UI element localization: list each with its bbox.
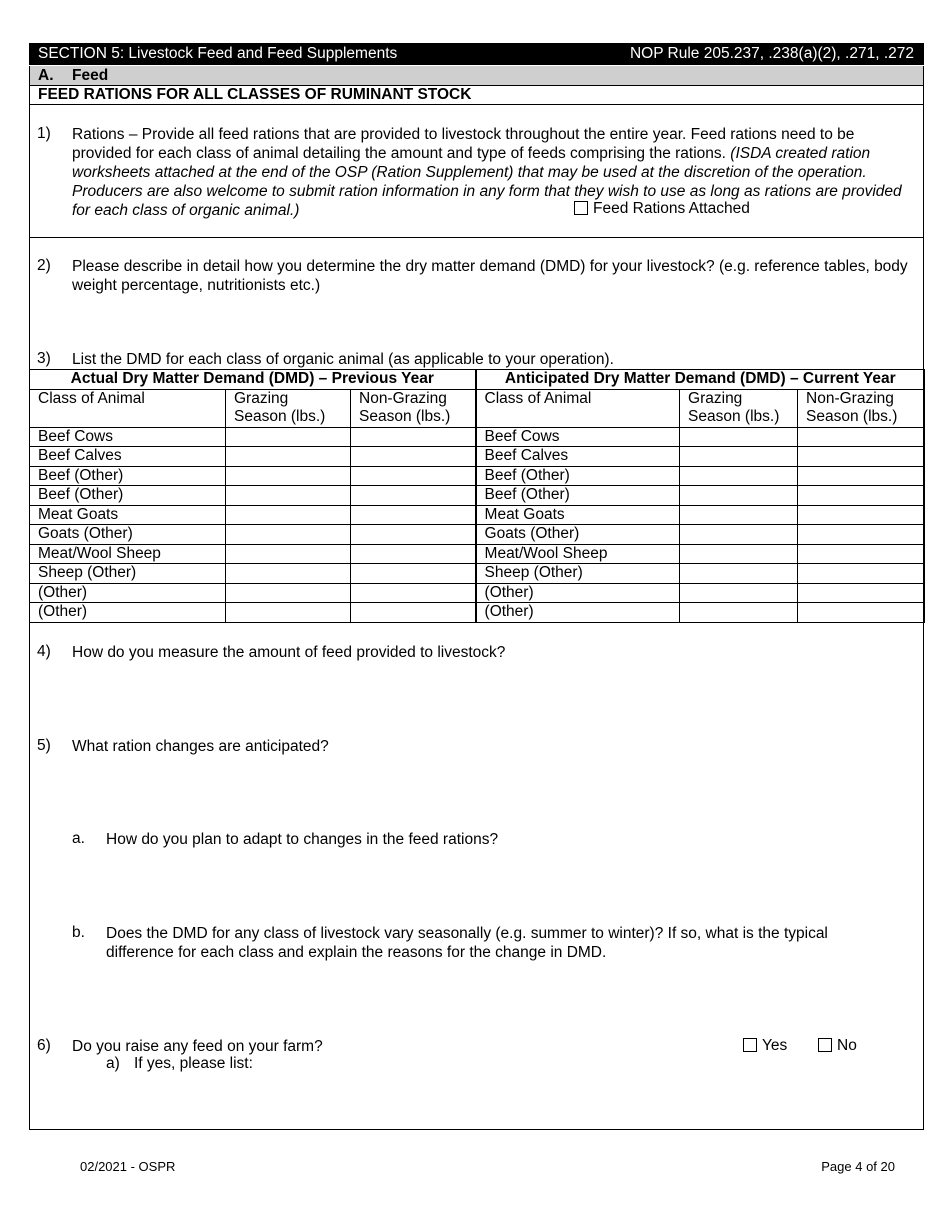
grazing-input-cell[interactable]: [226, 466, 351, 486]
table-row: [30, 525, 925, 545]
q5b-text: Does the DMD for any class of livestock vary seasonally (e.g. summer to winter)? If so, what is the typical difference for each class and explain the reasons for the change in DMD.: [106, 925, 828, 961]
non-grazing-input-cell[interactable]: [351, 525, 476, 545]
q3-number: 3): [37, 350, 51, 367]
q2-text: Please describe in detail how you determine the dry matter demand (DMD) for your livestock? (e.g. reference tables, body weight percentage, nutritionists etc.): [72, 258, 908, 294]
section-header: [29, 43, 924, 65]
nop-rule-reference: NOP Rule 205.237, .238(a)(2), .271, .272: [629, 45, 914, 62]
q5-text: What ration changes are anticipated?: [72, 738, 329, 755]
grazing-input-cell[interactable]: [680, 544, 798, 564]
divider: [29, 237, 924, 238]
non-grazing-input-cell[interactable]: [351, 564, 476, 584]
animal-class-cell: Meat/Wool Sheep: [476, 544, 680, 564]
animal-class-cell: Beef Cows: [30, 427, 226, 447]
col-grazing: Grazing Season (lbs.): [226, 389, 351, 427]
animal-class-cell: Beef (Other): [476, 466, 680, 486]
q6-no-option[interactable]: [818, 1037, 857, 1055]
non-grazing-input-cell[interactable]: [798, 447, 925, 467]
footer-page-number: Page 4 of 20: [821, 1159, 895, 1174]
q1-number: 1): [37, 125, 51, 142]
table-row: [30, 447, 925, 467]
grazing-input-cell[interactable]: [680, 427, 798, 447]
grazing-input-cell[interactable]: [226, 564, 351, 584]
animal-class-cell: Beef Calves: [476, 447, 680, 467]
non-grazing-input-cell[interactable]: [798, 486, 925, 506]
table-row: [30, 466, 925, 486]
subsection-title: Feed: [72, 67, 109, 84]
col-class-of-animal: Class of Animal: [30, 389, 226, 427]
col-grazing: Grazing Season (lbs.): [680, 389, 798, 427]
table-row: [30, 583, 925, 603]
non-grazing-input-cell[interactable]: [351, 486, 476, 506]
non-grazing-input-cell[interactable]: [798, 603, 925, 623]
grazing-input-cell[interactable]: [680, 505, 798, 525]
grazing-input-cell[interactable]: [680, 486, 798, 506]
q5b-label: b.: [72, 924, 85, 941]
non-grazing-input-cell[interactable]: [351, 505, 476, 525]
grazing-input-cell[interactable]: [226, 505, 351, 525]
q4-number: 4): [37, 643, 51, 660]
feed-rations-title: FEED RATIONS FOR ALL CLASSES OF RUMINANT STOCK: [29, 85, 924, 105]
frame-bottom-border: [29, 1129, 924, 1130]
animal-class-cell: Meat Goats: [476, 505, 680, 525]
non-grazing-input-cell[interactable]: [798, 564, 925, 584]
q6-yes-checkbox[interactable]: [743, 1038, 757, 1052]
grazing-input-cell[interactable]: [680, 525, 798, 545]
grazing-input-cell[interactable]: [680, 466, 798, 486]
animal-class-cell: Goats (Other): [30, 525, 226, 545]
q6-no-label: No: [837, 1037, 857, 1054]
animal-class-cell: (Other): [476, 603, 680, 623]
table-row: [30, 603, 925, 623]
grazing-input-cell[interactable]: [680, 603, 798, 623]
q3-text: List the DMD for each class of organic animal (as applicable to your operation).: [72, 351, 614, 368]
grazing-input-cell[interactable]: [680, 564, 798, 584]
animal-class-cell: Beef Calves: [30, 447, 226, 467]
animal-class-cell: (Other): [30, 603, 226, 623]
animal-class-cell: Beef (Other): [30, 486, 226, 506]
grazing-input-cell[interactable]: [226, 486, 351, 506]
table-row: [30, 427, 925, 447]
dmd-current-year-title: Anticipated Dry Matter Demand (DMD) – Current Year: [476, 370, 925, 390]
animal-class-cell: Meat Goats: [30, 505, 226, 525]
non-grazing-input-cell[interactable]: [798, 466, 925, 486]
table-row: [30, 544, 925, 564]
q1-text: [72, 125, 917, 220]
non-grazing-input-cell[interactable]: [798, 427, 925, 447]
subsection-header: [29, 66, 924, 85]
col-class-of-animal: Class of Animal: [476, 389, 680, 427]
animal-class-cell: (Other): [30, 583, 226, 603]
q1-italic-rest: worksheets attached at the end of the OSP (Ration Supplement) that may be used at the discretion of the operation. Producers are also welcome to submit ration information in any form that they wish to use as long as rations are provided for each class of organic animal.): [72, 164, 902, 219]
footer-version: 02/2021 - OSPR: [80, 1159, 176, 1174]
q6-text: Do you raise any feed on your farm?: [72, 1038, 323, 1055]
col-non-grazing: Non-Grazing Season (lbs.): [798, 389, 925, 427]
table-row: [30, 564, 925, 584]
q6-yes-label: Yes: [762, 1037, 788, 1054]
non-grazing-input-cell[interactable]: [351, 583, 476, 603]
table-row: [30, 486, 925, 506]
grazing-input-cell[interactable]: [680, 583, 798, 603]
animal-class-cell: Sheep (Other): [476, 564, 680, 584]
table-row: [30, 505, 925, 525]
q6-no-checkbox[interactable]: [818, 1038, 832, 1052]
dmd-table: [29, 369, 925, 623]
feed-rations-attached-checkbox[interactable]: [574, 201, 588, 215]
q5a-text: How do you plan to adapt to changes in the feed rations?: [106, 831, 499, 848]
q6-yes-option[interactable]: [743, 1037, 787, 1055]
grazing-input-cell[interactable]: [226, 525, 351, 545]
grazing-input-cell[interactable]: [226, 544, 351, 564]
animal-class-cell: Goats (Other): [476, 525, 680, 545]
animal-class-cell: (Other): [476, 583, 680, 603]
section-title: SECTION 5: Livestock Feed and Feed Supplements: [38, 45, 398, 62]
animal-class-cell: Beef (Other): [476, 486, 680, 506]
grazing-input-cell[interactable]: [226, 603, 351, 623]
non-grazing-input-cell[interactable]: [798, 525, 925, 545]
grazing-input-cell[interactable]: [680, 447, 798, 467]
grazing-input-cell[interactable]: [226, 583, 351, 603]
non-grazing-input-cell[interactable]: [351, 447, 476, 467]
non-grazing-input-cell[interactable]: [351, 466, 476, 486]
non-grazing-input-cell[interactable]: [798, 544, 925, 564]
animal-class-cell: Beef Cows: [476, 427, 680, 447]
q6-number: 6): [37, 1037, 51, 1054]
non-grazing-input-cell[interactable]: [798, 505, 925, 525]
non-grazing-input-cell[interactable]: [351, 427, 476, 447]
q5a-label: a.: [72, 830, 85, 847]
non-grazing-input-cell[interactable]: [798, 583, 925, 603]
q6a-label: a): [106, 1055, 120, 1072]
q1-italic-start: (ISDA created ration: [730, 145, 871, 162]
q4-text: How do you measure the amount of feed provided to livestock?: [72, 644, 506, 661]
animal-class-cell: Meat/Wool Sheep: [30, 544, 226, 564]
non-grazing-input-cell[interactable]: [351, 544, 476, 564]
non-grazing-input-cell[interactable]: [351, 603, 476, 623]
animal-class-cell: Sheep (Other): [30, 564, 226, 584]
grazing-input-cell[interactable]: [226, 447, 351, 467]
q2-number: 2): [37, 257, 51, 274]
q6a-text: If yes, please list:: [134, 1055, 253, 1072]
dmd-previous-year-title: Actual Dry Matter Demand (DMD) – Previous Year: [30, 370, 476, 390]
q1-body: Rations – Provide all feed rations that are provided to livestock throughout the entire year. Feed rations need to be provided for each class of animal detailing the amount and type of feeds comprising the rations.: [72, 126, 855, 162]
feed-rations-attached-label: Feed Rations Attached: [593, 200, 750, 217]
feed-rations-attached[interactable]: [574, 200, 750, 218]
animal-class-cell: Beef (Other): [30, 466, 226, 486]
subsection-label: A.: [38, 67, 54, 84]
col-non-grazing: Non-Grazing Season (lbs.): [351, 389, 476, 427]
grazing-input-cell[interactable]: [226, 427, 351, 447]
q5-number: 5): [37, 737, 51, 754]
